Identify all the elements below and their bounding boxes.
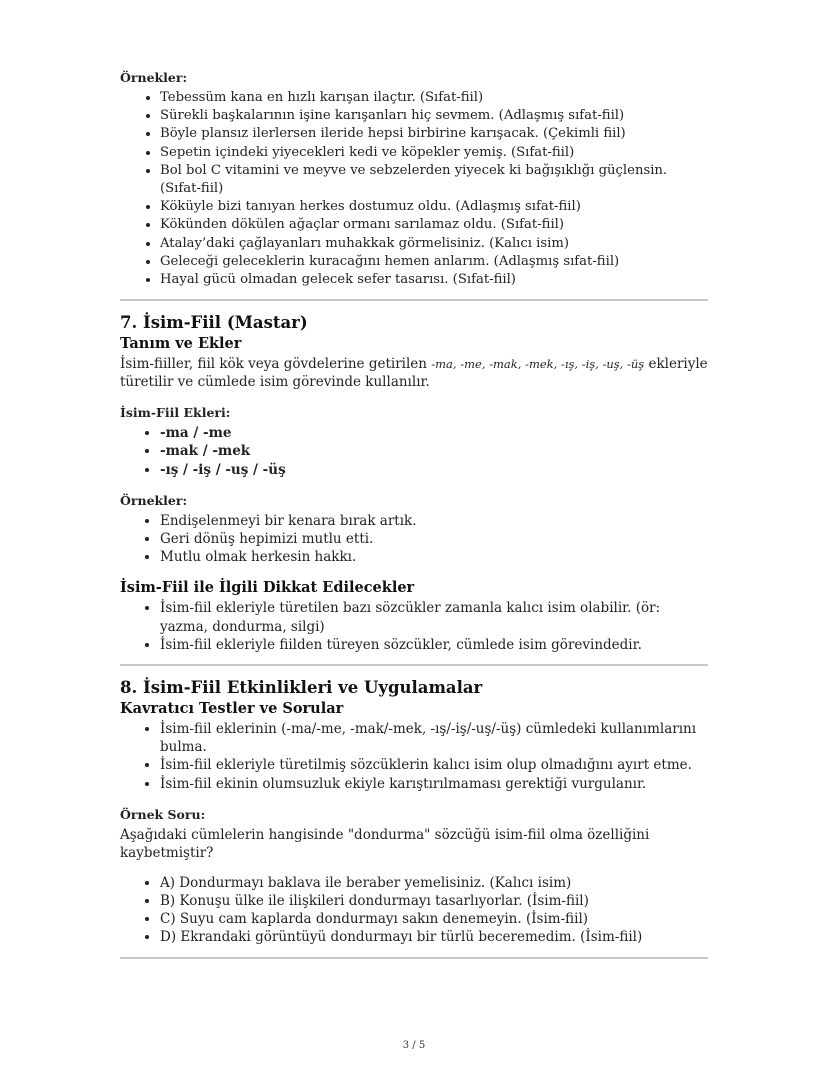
list-item: • B) Konuşu ülke ile ilişkileri dondurmayı tasarlıyorlar. (İsim-fiil) xyxy=(160,892,708,910)
list-item: • -ma / -me xyxy=(160,424,708,442)
examples-heading: Örnekler: xyxy=(120,70,188,85)
list-item: • D) Ekrandaki görüntüyü dondurmayı bir türlü beceremedim. (İsim-fiil) xyxy=(160,928,708,946)
list-item: • Mutlu olmak herkesin hakkı. xyxy=(160,548,708,566)
list-item: • Sepetin içindeki yiyecekleri kedi ve köpekler yemiş. (Sıfat-fiil) xyxy=(160,144,708,162)
sample-question-text: Aşağıdaki cümlelerin hangisinde "dondurma" sözcüğü isim-fiil olma özelliğini kaybetmiştir? xyxy=(120,826,650,861)
list-item: • Hayal gücü olmadan gelecek sefer tasarısı. (Sıfat-fiil) xyxy=(160,271,708,289)
tests-list xyxy=(120,720,708,793)
list-item: • Endişelenmeyi bir kenara bırak artık. xyxy=(160,512,708,530)
list-item: • Geleceği geleceklerin kuracağını hemen anlarım. (Adlaşmış sıfat-fiil) xyxy=(160,253,708,271)
definition-text-after: ekleriyle türetilir ve cümlede isim görevinde kullanılır. xyxy=(120,356,708,391)
sample-question-heading: Örnek Soru: xyxy=(120,806,206,822)
list-item: • -ış / -iş / -uş / -üş xyxy=(160,461,708,479)
section-8-title: 8. İsim-Fiil Etkinlikleri ve Uygulamalar xyxy=(120,678,483,698)
list-item: • Sürekli başkalarının işine karışanları hiç sevmem. (Adlaşmış sıfat-fiil) xyxy=(160,107,708,125)
examples-list xyxy=(120,89,708,289)
definition-text-before: İsim-fiiller, fiil kök veya gövdelerine getirilen xyxy=(120,356,432,373)
definition-heading: Tanım ve Ekler xyxy=(120,335,242,353)
list-item: • İsim-fiil ekleriyle fiilden türeyen sözcükler, cümlede isim görevindedir. xyxy=(160,636,708,654)
notes-list xyxy=(120,599,708,654)
options-list xyxy=(120,874,708,947)
list-item: • C) Suyu cam kaplarda dondurmayı sakın denemeyin. (İsim-fiil) xyxy=(160,910,708,928)
definition-suffixes: -ma, -me, -mak, -mek, -ış, -iş, -uş, -üş xyxy=(431,357,645,372)
examples-list xyxy=(120,512,708,567)
list-item: • İsim-fiil eklerinin (-ma/-me, -mak/-mek, -ış/-iş/-uş/-üş) cümledeki kullanımlarını bulma. xyxy=(160,720,708,756)
list-item: • Atalay’daki çağlayanları muhakkak görmelisiniz. (Kalıcı isim) xyxy=(160,235,708,253)
list-item: • İsim-fiil ekleriyle türetilmiş sözcüklerin kalıcı isim olup olmadığını ayırt etme. xyxy=(160,756,708,774)
section-divider xyxy=(120,664,708,666)
section-divider xyxy=(120,299,708,301)
suffix-heading: İsim-Fiil Ekleri: xyxy=(120,405,231,421)
list-item: • İsim-fiil ekleriyle türetilen bazı sözcükler zamanla kalıcı isim olabilir. (ör: yazma, dondurma, silgi) xyxy=(160,599,708,635)
section-divider xyxy=(120,957,708,959)
list-item: • Kökünden dökülen ağaçlar ormanı sarılamaz oldu. (Sıfat-fiil) xyxy=(160,216,708,234)
section-7-title: 7. İsim-Fiil (Mastar) xyxy=(120,313,308,333)
list-item: • Böyle plansız ilerlersen ileride hepsi birbirine karışacak. (Çekimli fiil) xyxy=(160,125,708,143)
document-page xyxy=(120,70,708,959)
list-item: • A) Dondurmayı baklava ile beraber yemelisiniz. (Kalıcı isim) xyxy=(160,874,708,892)
suffix-list xyxy=(120,424,708,479)
page-number: 3 / 5 xyxy=(402,1040,426,1051)
examples-heading: Örnekler: xyxy=(120,492,188,508)
list-item: • İsim-fiil ekinin olumsuzluk ekiyle karıştırılmaması gerektiği vurgulanır. xyxy=(160,775,708,793)
list-item: • Geri dönüş hepimizi mutlu etti. xyxy=(160,530,708,548)
list-item: • Bol bol C vitamini ve meyve ve sebzelerden yiyecek ki bağışıklığı güçlensin. (Sıfat-fiil) xyxy=(160,162,708,198)
tests-heading: Kavratıcı Testler ve Sorular xyxy=(120,700,344,718)
list-item: • -mak / -mek xyxy=(160,442,708,460)
definition-text xyxy=(120,355,708,391)
list-item: • Köküyle bizi tanıyan herkes dostumuz oldu. (Adlaşmış sıfat-fiil) xyxy=(160,198,708,216)
notes-heading: İsim-Fiil ile İlgili Dikkat Edilecekler xyxy=(120,579,415,597)
list-item: • Tebessüm kana en hızlı karışan ilaçtır. (Sıfat-fiil) xyxy=(160,89,708,107)
